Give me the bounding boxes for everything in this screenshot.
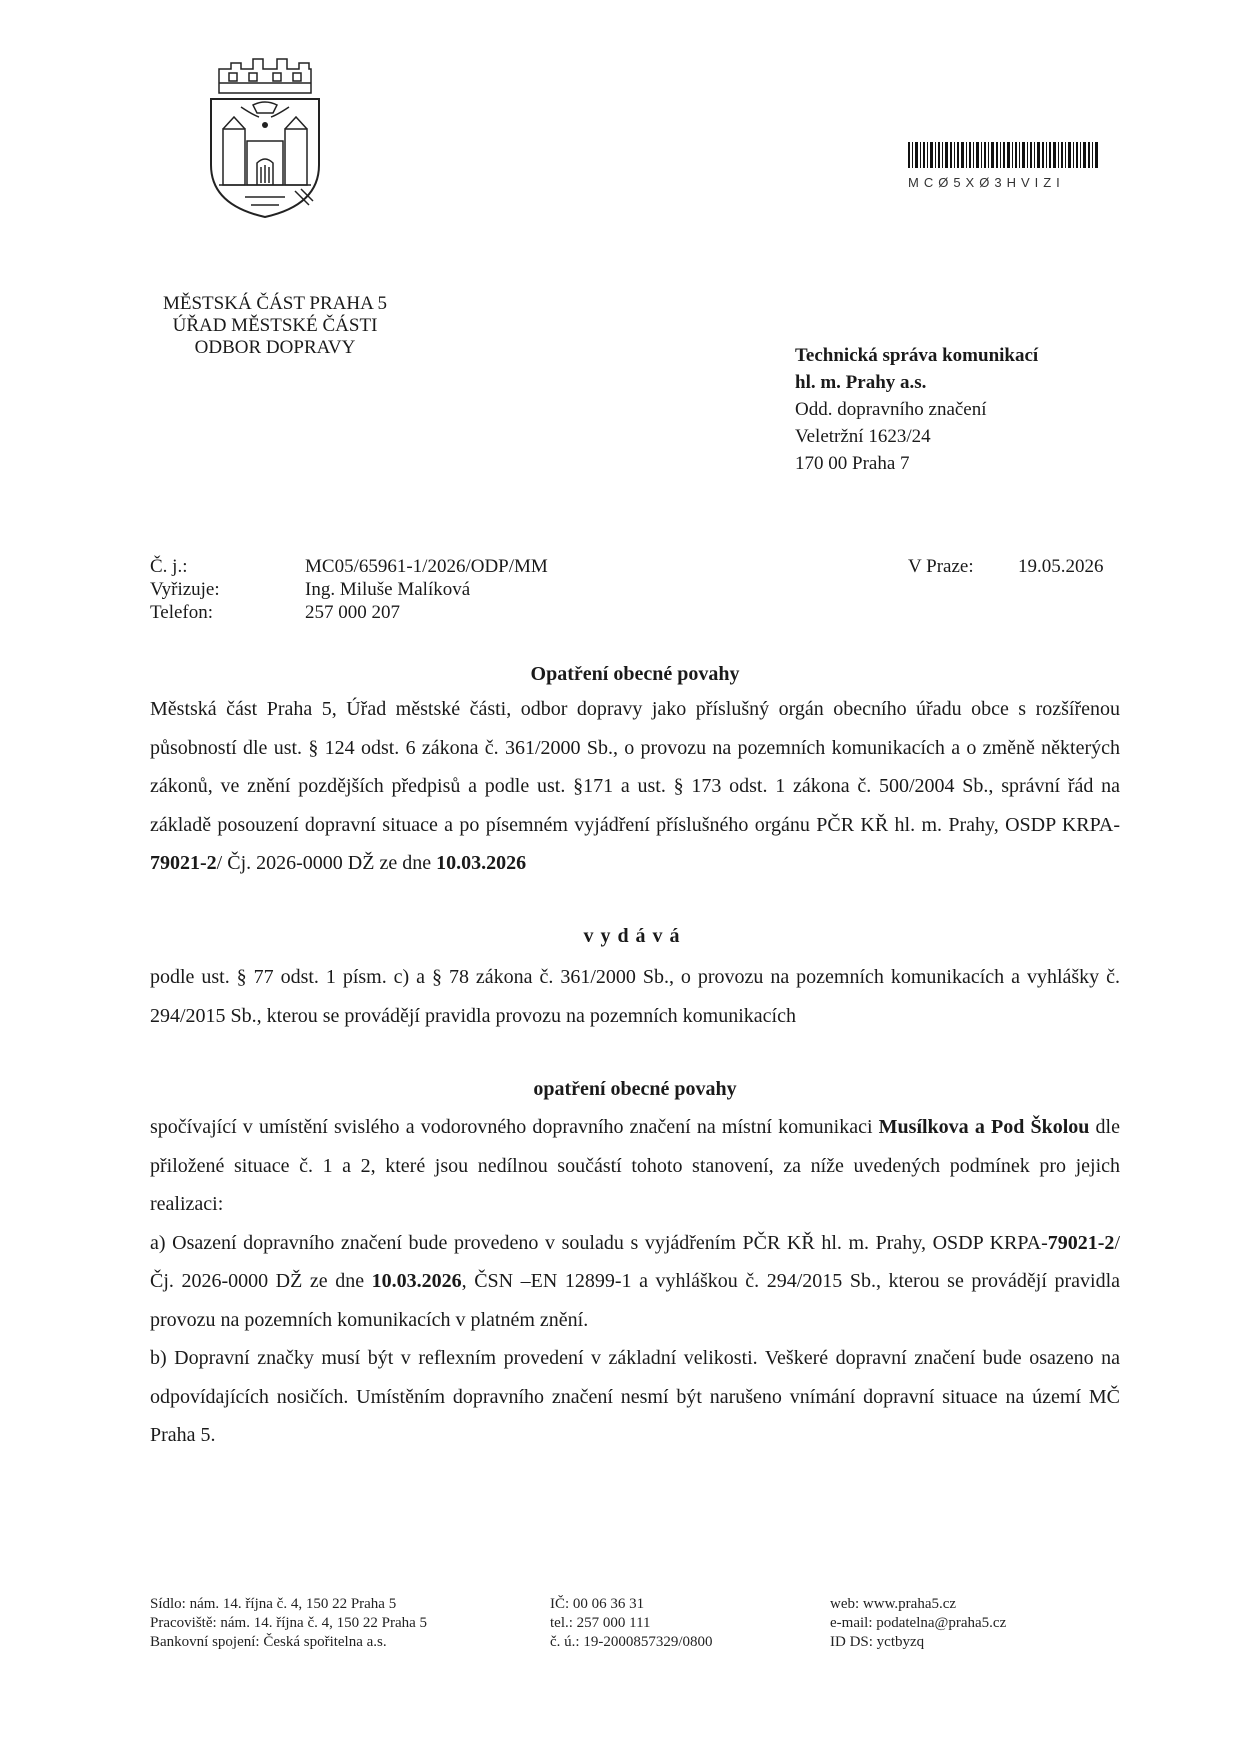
intro-paragraph xyxy=(150,690,1120,883)
sender-line-1: MĚSTSKÁ ČÁST PRAHA 5 xyxy=(162,293,387,314)
conditions-section xyxy=(150,1108,1120,1455)
sender-line-2: ÚŘAD MĚSTSKÉ ČÁSTI xyxy=(172,315,378,336)
recipient-city: 170 00 Praha 7 xyxy=(795,453,910,474)
reference-row xyxy=(150,555,548,578)
date-value: 19.05.2026 xyxy=(1018,556,1104,577)
intro-mid: / Čj. 2026-0000 DŽ ze dne xyxy=(216,852,437,874)
sender-line-3: ODBOR DOPRAVY xyxy=(194,337,356,358)
condition-a-rest: , ČSN –EN 12899-1 a vyhláškou č. 294/2015 Sb., kterou se provádějí pravidla provozu na pozemních komunikacích v platném znění. xyxy=(150,1270,1120,1331)
recipient-name-1: Technická správa komunikací xyxy=(795,345,1039,366)
footer-web: web: www.praha5.cz xyxy=(830,1596,957,1612)
condition-b: b) Dopravní značky musí být v reflexním provedení v základní velikosti. Veškeré dopravní značení bude osazeno na odpovídajících nosičích. Umístěním dopravního značení nesmí být narušeno vnímání dopravní situace na území MČ Praha 5. xyxy=(150,1347,1120,1446)
legal-basis-paragraph: podle ust. § 77 odst. 1 písm. c) a § 78 zákona č. 361/2000 Sb., o provozu na pozemních komunikacích a vyhlášky č. 294/2015 Sb., kterou se provádějí pravidla provozu na pozemních komunikacích xyxy=(150,966,1120,1027)
phone-label: Telefon: xyxy=(150,602,214,623)
footer-account: č. ú.: 19-2000857329/0800 xyxy=(550,1634,713,1650)
intro-text: Městská část Praha 5, Úřad městské části, odbor dopravy jako příslušný orgán obecního úřadu obce s rozšířenou působností dle ust. § 124 odst. 6 zákona č. 361/2000 Sb., o provozu na pozemních komunikacích a o změně některých zákonů, ve znění pozdějších předpisů a podle ust. §171 a ust. § 173 odst. 1 zákona č. 500/2004 Sb., správní řád na základě posouzení dopravní situace a po písemném vyjádření příslušného orgánu PČR KŘ hl. m. Prahy, OSDP KRPA- xyxy=(150,698,1120,836)
footer-seat: Sídlo: nám. 14. října č. 4, 150 22 Praha 5 xyxy=(150,1596,397,1612)
footer-databox: ID DS: yctbyzq xyxy=(830,1634,925,1650)
recipient-dept: Odd. dopravního značení xyxy=(795,399,987,420)
reference-value: MC05/65961-1/2026/ODP/MM xyxy=(305,556,548,577)
condition-a-mid: / Čj. 2026-0000 DŽ ze dne xyxy=(150,1231,1120,1292)
reference-label: Č. j.: xyxy=(150,556,188,577)
footer-workplace: Pracoviště: nám. 14. října č. 4, 150 22 Praha 5 xyxy=(150,1615,428,1631)
barcode-code: MCØ5XØ3HVIZI xyxy=(908,175,1065,190)
footer-ico: IČ: 00 06 36 31 xyxy=(550,1596,645,1612)
document-barcode xyxy=(908,142,1098,190)
city-coat-of-arms xyxy=(205,55,325,220)
measure-rest: dle přiložené situace č. 1 a 2, které jsou nedílnou součástí tohoto stanovení, za níže uvedených podmínek pro jejich realizaci: xyxy=(150,1116,1120,1215)
condition-a xyxy=(150,1224,1120,1340)
condition-a-lead: a) Osazení dopravního značení bude provedeno v souladu s vyjádřením PČR KŘ hl. m. Prahy, OSDP KRPA- xyxy=(150,1231,1048,1254)
intro-date: 10.03.2026 xyxy=(436,852,527,874)
document-title: Opatření obecné povahy xyxy=(530,663,740,685)
footer-email: e-mail: podatelna@praha5.cz xyxy=(830,1615,1007,1631)
handler-label: Vyřizuje: xyxy=(150,579,220,600)
condition-a-date: 10.03.2026 xyxy=(371,1270,462,1292)
document-date xyxy=(908,555,1104,578)
reference-block xyxy=(150,555,548,624)
measure-heading: opatření obecné povahy xyxy=(533,1078,737,1100)
handler-row xyxy=(150,578,548,601)
footer-contacts xyxy=(830,1595,1006,1652)
footer-ids xyxy=(550,1595,713,1652)
handler-value: Ing. Miluše Malíková xyxy=(305,579,471,600)
recipient-name-2: hl. m. Prahy a.s. xyxy=(795,372,927,393)
phone-value: 257 000 207 xyxy=(305,602,400,623)
condition-a-ref: 79021-2 xyxy=(1047,1231,1115,1254)
issues-heading: vydává xyxy=(583,925,687,947)
recipient-street: Veletržní 1623/24 xyxy=(795,426,931,447)
barcode-bars xyxy=(908,142,1098,168)
measure-paragraph xyxy=(150,1108,1120,1224)
sender-block xyxy=(150,293,400,359)
date-label: V Praze: xyxy=(908,556,974,577)
recipient-address xyxy=(795,342,1038,477)
measure-lead: spočívající v umístění svislého a vodorovného dopravního značení na místní komunikaci xyxy=(150,1116,879,1138)
measure-streets: Musílkova a Pod Školou xyxy=(878,1116,1090,1138)
footer-address xyxy=(150,1595,427,1652)
footer-bank: Bankovní spojení: Česká spořitelna a.s. xyxy=(150,1634,387,1650)
footer-tel: tel.: 257 000 111 xyxy=(550,1615,651,1631)
phone-row xyxy=(150,601,548,624)
intro-ref: 79021-2 xyxy=(150,852,217,874)
